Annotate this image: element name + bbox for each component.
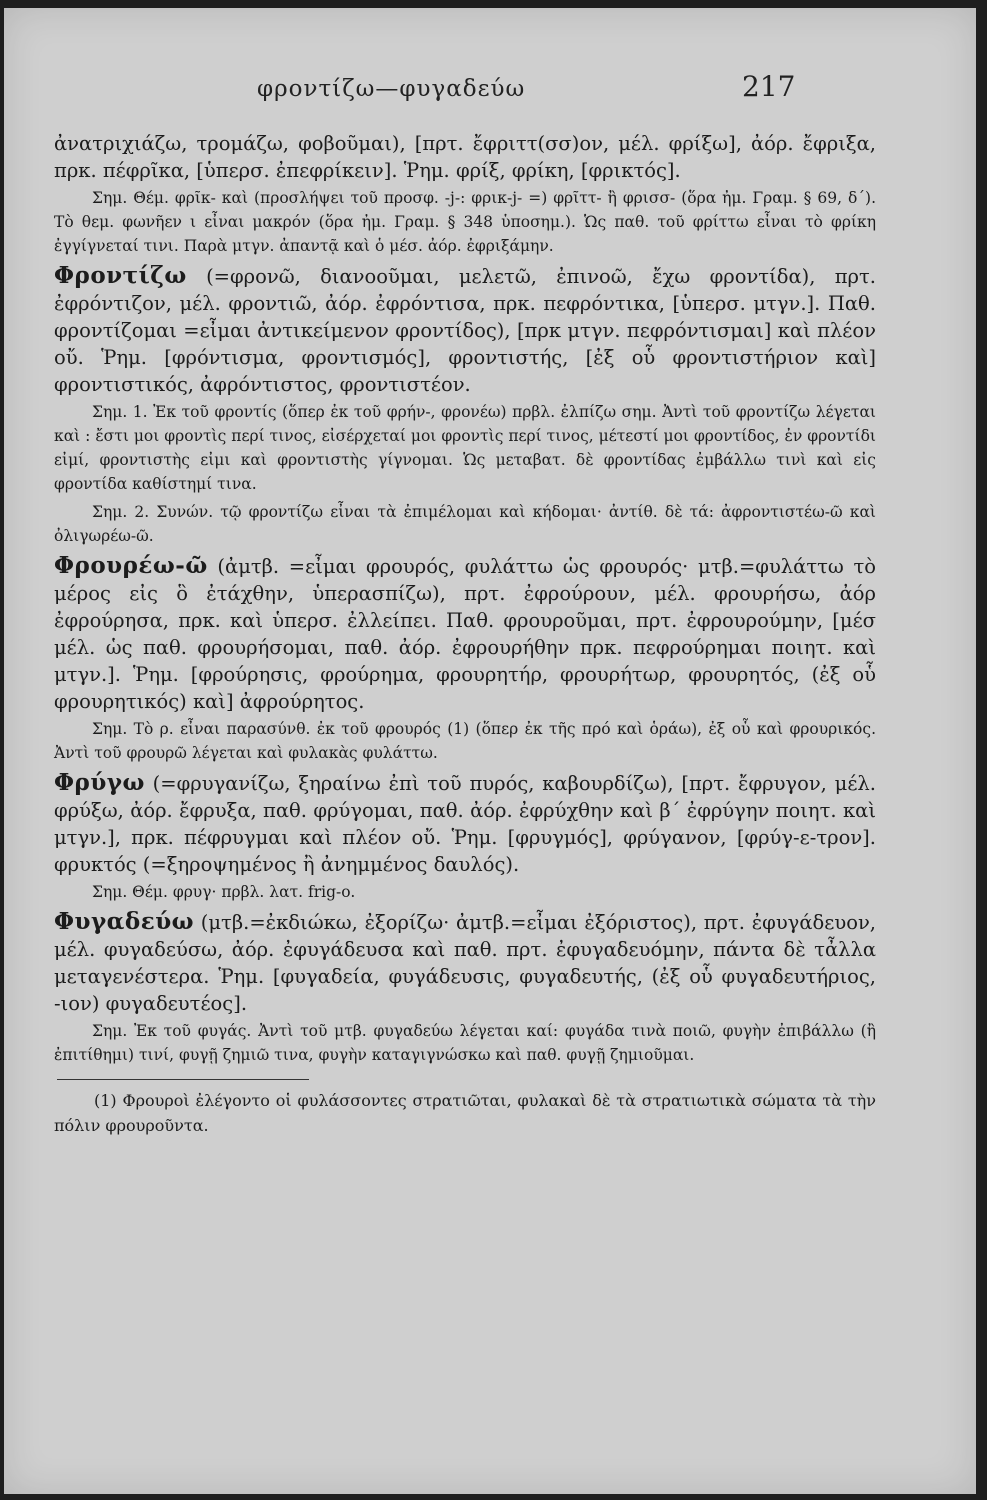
entry-continuation: ἀνατριχιάζω, τρομάζω, φοβοῦμαι), [πρτ. ἔφριττ(σσ)ον, μέλ. φρίξω], ἀόρ. ἔφριξα, πρκ. πέφρῖκα, [ὑπερσ. ἐπεφρίκειν]. Ῥημ. φρίξ, φρίκη, [φρικτός]. bbox=[54, 132, 876, 182]
entry-note bbox=[54, 500, 876, 548]
entry-note bbox=[54, 717, 876, 765]
dictionary-entry bbox=[54, 769, 876, 904]
entry-text: (μτβ.=ἐκδιώκω, ἐξορίζω· ἀμτβ.=εἶμαι ἐξόριστος), πρτ. ἐφυγάδευον, μέλ. φυγαδεύσω, ἀόρ. ἐφυγάδευσα καὶ παθ. πρτ. ἐφυγαδευόμην, πάντα δὲ τἆλλα μεταγενέστερα. Ῥημ. [φυγαδεία, φυγάδευσις, φυγαδευτής, (ἐξ οὗ φυγαδευτήριος, -ιον) φυγαδευτέος]. bbox=[54, 911, 876, 1015]
note-text: Σημ. 1. Ἐκ τοῦ φροντίς (ὅπερ ἐκ τοῦ φρήν-, φρονέω) πρβλ. ἐλπίζω σημ. Ἀντὶ τοῦ φροντίζω λέγεται καὶ : ἔστι μοι φροντὶς περί τινος, εἰσέρχεταί μοι φροντὶς περί τινος, μέτεστί μοι φροντίδος, ἐν φροντίδι εἰμί, φροντιστὴς εἰμι καὶ φροντιστὴς γίγνομαι. Ὡς μεταβατ. δὲ φροντίδας ἐμβάλλω τινὶ καὶ εἰς φροντίδα καθίστημί τινα. bbox=[54, 403, 876, 493]
dictionary-entry bbox=[54, 262, 876, 548]
page-body bbox=[54, 130, 876, 1138]
entry-headword: Φρουρέω-ῶ bbox=[54, 552, 208, 579]
dictionary-entry bbox=[54, 908, 876, 1067]
note-text: Σημ. Θέμ. φρῖκ- καὶ (προσλήψει τοῦ προσφ. -j-: φρικ-j- =) φρῖττ- ἢ φρισσ- (ὅρα ἠμ. Γραμ. § 69, δ΄). Τὸ θεμ. φωνῆεν ι εἶναι μακρόν (ὅρα ἠμ. Γραμ. § 348 ὑποσημ.). Ὡς παθ. τοῦ φρίττω εἶναι τὸ φρίκη ἐγγίγνεταί τινι. Παρὰ μτγν. ἀπαντᾷ καὶ ὁ μέσ. ἀόρ. ἐφριξάμην. bbox=[54, 189, 876, 255]
entry-headword: Φρύγω bbox=[54, 769, 145, 796]
note-text: Σημ. Θέμ. φρυγ· πρβλ. λατ. frig-o. bbox=[92, 883, 356, 901]
entry-headword: Φροντίζω bbox=[54, 262, 187, 289]
footnote bbox=[54, 1088, 876, 1138]
note-text: Σημ. Τὸ ρ. εἶναι παρασύνθ. ἐκ τοῦ φρουρός (1) (ὅπερ ἐκ τῆς πρό καὶ ὁράω), ἐξ οὗ καὶ φρουρικός. Ἀντὶ τοῦ φρουρῶ λέγεται καὶ φυλακὰς φυλάττω. bbox=[54, 720, 876, 762]
entry-note bbox=[54, 400, 876, 496]
entry-note bbox=[54, 186, 876, 258]
entry-text: (=φρονῶ, διανοοῦμαι, μελετῶ, ἐπινοῶ, ἔχω φροντίδα), πρτ. ἐφρόντιζον, μέλ. φροντιῶ, ἀόρ. ἐφρόντισα, πρκ. πεφρόντικα, [ὑπερσ. μτγν.]. Παθ. φροντίζομαι =εἶμαι ἀντικείμενον φροντίδος), [πρκ μτγν. πεφρόντισμαι] καὶ πλέον οὔ. Ῥημ. [φρόντισμα, φροντισμός], φροντιστής, [ἐξ οὗ φροντιστήριον καὶ] φροντιστικός, ἀφρόντιστος, φροντιστέον. bbox=[54, 265, 876, 396]
footnote-rule bbox=[57, 1079, 309, 1080]
entry-text: (ἀμτβ. =εἶμαι φρουρός, φυλάττω ὡς φρουρός· μτβ.=φυλάττω τὸ μέρος εἰς ὃ ἐτάχθην, ὑπερασπίζω), πρτ. ἐφρούρουν, μέλ. φρουρήσω, ἀόρ ἐφρούρησα, πρκ. καὶ ὑπερσ. ἐλλείπει. Παθ. φρουροῦμαι, πρτ. ἐφρουρούμην, [μέσ μέλ. ὡς παθ. φρουρήσομαι, παθ. ἀόρ. ἐφρουρήθην πρκ. πεφρούρημαι ποιητ. καὶ μτγν.]. Ῥημ. [φρούρησις, φρούρημα, φρουρητήρ, φρουρήτωρ, φρουρητός, (ἐξ οὗ φρουρητικός) καὶ] ἀφρούρητος. bbox=[54, 555, 876, 713]
running-head: φροντίζω—φυγαδεύω bbox=[257, 76, 526, 102]
entry-note bbox=[54, 880, 876, 904]
note-text: Σημ. 2. Συνών. τῷ φροντίζω εἶναι τὰ ἐπιμέλομαι καὶ κήδομαι· ἀντίθ. δὲ τά: ἀφροντιστέω-ῶ καὶ ὀλιγωρέω-ῶ. bbox=[54, 503, 876, 545]
entry-note bbox=[54, 1019, 876, 1067]
note-text: Σημ. Ἐκ τοῦ φυγάς. Ἀντὶ τοῦ μτβ. φυγαδεύω λέγεται καί: φυγάδα τινὰ ποιῶ, φυγὴν ἐπιβάλλω (ἢ ἐπιτίθημι) τινί, φυγῇ ζημιῶ τινα, φυγὴν καταγιγνώσκω καὶ παθ. φυγῇ ζημιοῦμαι. bbox=[54, 1022, 876, 1064]
footnote-text: (1) Φρουροὶ ἐλέγοντο οἱ φυλάσσοντες στρατιῶται, φυλακαὶ δὲ τὰ στρατιωτικὰ σώματα τὰ τὴν πόλιν φρουροῦντα. bbox=[54, 1091, 876, 1135]
page-number: 217 bbox=[742, 70, 796, 103]
book-page bbox=[4, 8, 976, 1494]
entry-text: (=φρυγανίζω, ξηραίνω ἐπὶ τοῦ πυρός, καβουρδίζω), [πρτ. ἔφρυγον, μέλ. φρύξω, ἀόρ. ἔφρυξα, παθ. φρύγομαι, παθ. ἀόρ. ἐφρύχθην καὶ β΄ ἐφρύγην ποιητ. καὶ μτγν.], πρκ. πέφρυγμαι καὶ πλέον οὔ. Ῥημ. [φρυγμός], φρύγανον, [φρύγ-ε-τρον]. φρυκτός (=ξηροψημένος ἢ ἀνημμένος δαυλός). bbox=[54, 772, 876, 876]
page-header bbox=[4, 68, 976, 112]
dictionary-entry bbox=[54, 552, 876, 765]
entry-headword: Φυγαδεύω bbox=[54, 908, 195, 935]
